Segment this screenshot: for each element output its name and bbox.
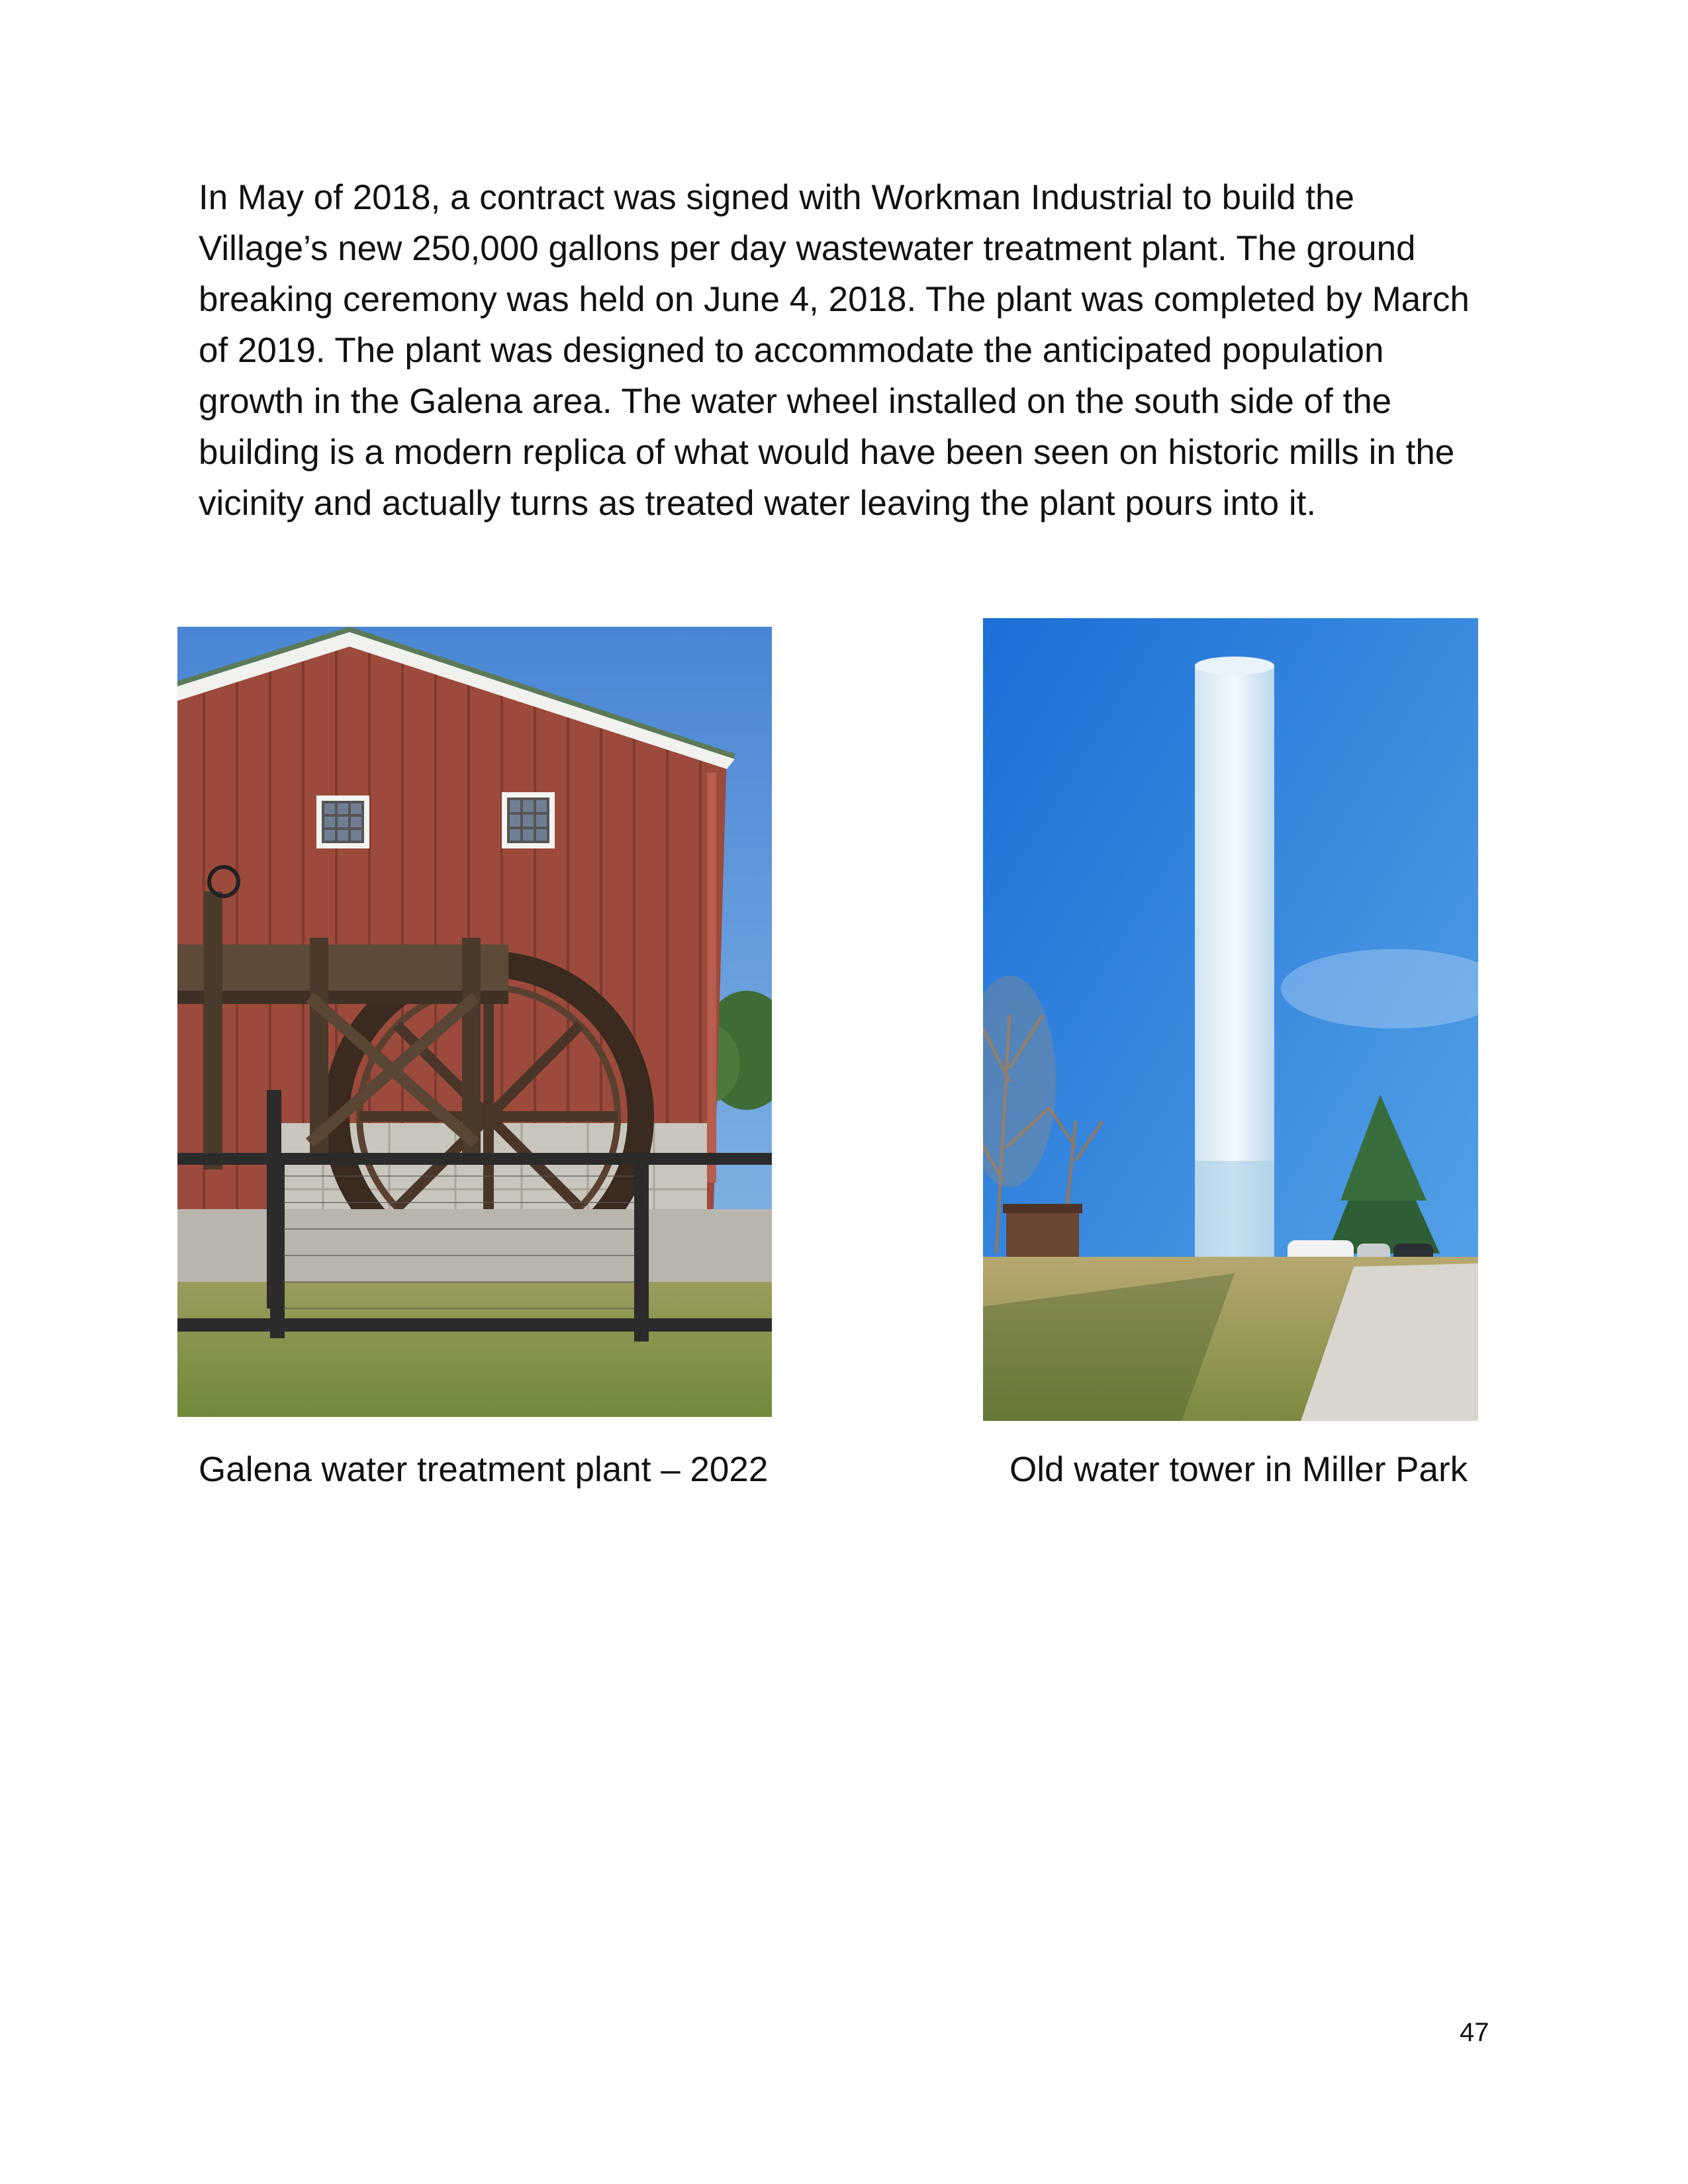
water-tower-photo [983,618,1478,1421]
paragraph-line: Village’s new 250,000 gallons per day wastewater treatment plant. The ground [199,229,1416,268]
water-tower-image [983,618,1478,1421]
tower-photo-caption: Old water tower in Miller Park [1009,1450,1468,1489]
paragraph-line: of 2019. The plant was designed to accommodate the anticipated population [199,331,1384,370]
paragraph-line: vicinity and actually turns as treated water leaving the plant pours into it. [199,484,1317,523]
paragraph-line: building is a modern replica of what would have been seen on historic mills in the [199,433,1455,472]
body-paragraph [199,172,1523,529]
paragraph-line: breaking ceremony was held on June 4, 2018. The plant was completed by March [199,280,1470,319]
page-number: 47 [1460,2018,1489,2047]
treatment-plant-image [177,627,772,1417]
plant-photo-caption: Galena water treatment plant – 2022 [199,1450,769,1489]
paragraph-line: growth in the Galena area. The water wheel installed on the south side of the [199,382,1392,421]
paragraph-line: In May of 2018, a contract was signed with Workman Industrial to build the [199,178,1354,217]
treatment-plant-photo [177,627,772,1417]
